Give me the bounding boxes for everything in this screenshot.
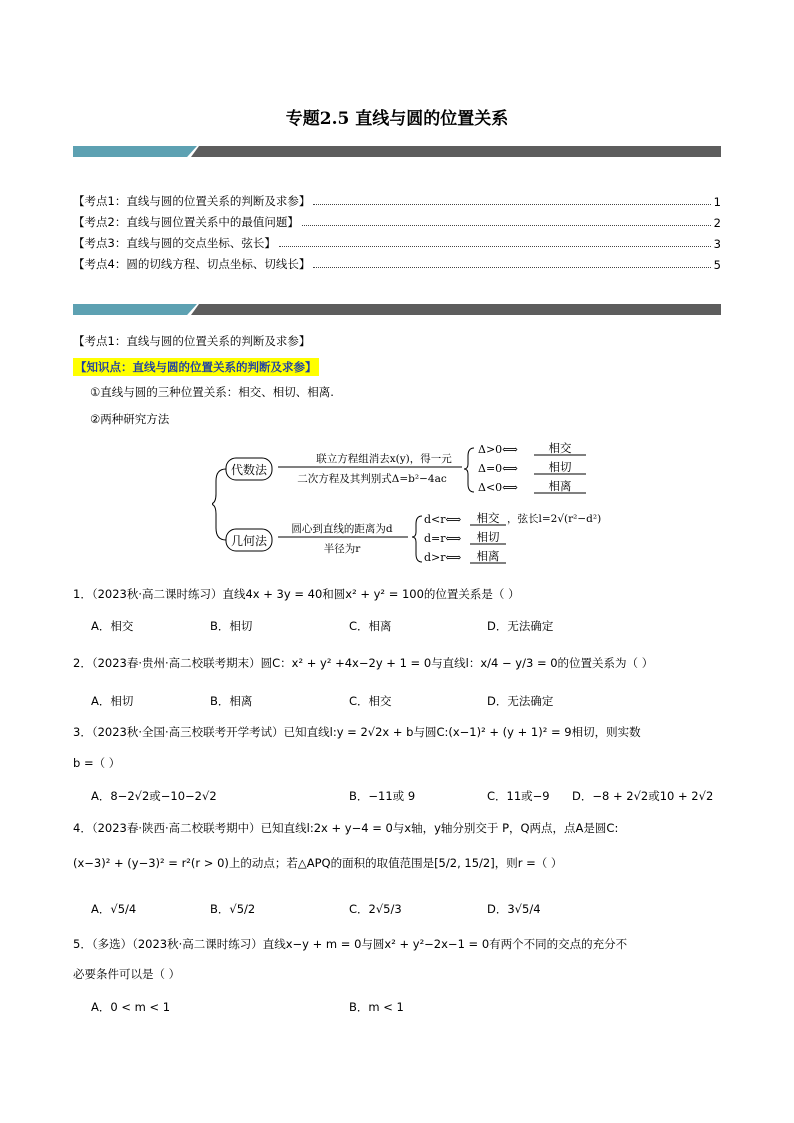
chord-length-formula: ，弦长l=2√(r²−d²): [507, 513, 602, 525]
question-1-stem: 1．（2023秋·高二课时练习）直线4x + 3y = 40和圆x² + y² = 100的位置关系是（ ）: [73, 587, 520, 601]
geometry-condition-2: d=r⟺: [424, 532, 462, 545]
geometry-condition-3: d>r⟺: [424, 551, 462, 564]
algebra-condition-3: Δ<0⟺: [478, 481, 518, 494]
question-5-option-b[interactable]: B．m < 1: [349, 1000, 404, 1014]
algebra-result-2: 相切: [548, 460, 572, 474]
question-2-option-a[interactable]: A．相切: [91, 694, 134, 708]
geometry-result-2: 相切: [476, 530, 500, 544]
toc-page-number: 2: [713, 216, 721, 230]
question-2-stem: 2．（2023春·贵州·高二校联考期末）圆C：x² + y² +4x−2y + 1 = 0与直线l：x/4 − y/3 = 0的位置关系为（ ）: [73, 656, 654, 670]
section-heading: 【考点1：直线与圆的位置关系的判断及求参】: [73, 334, 311, 348]
methods-diagram: [212, 436, 612, 572]
algebra-condition-2: Δ=0⟺: [478, 462, 518, 475]
toc-item-3[interactable]: [73, 235, 721, 251]
question-3-stem-line2: b =（ ）: [73, 756, 121, 770]
question-1-option-c[interactable]: C．相离: [349, 619, 392, 633]
toc-page-number: 3: [713, 237, 721, 251]
question-3-option-d[interactable]: D．−8 + 2√2或10 + 2√2: [572, 789, 714, 803]
page-title: 专题2.5 直线与圆的位置关系: [285, 109, 509, 129]
question-5-stem-line1: 5．（多选）（2023秋·高二课时练习）直线x−y + m = 0与圆x² + y²−2x−1 = 0有两个不同的交点的充分不: [73, 937, 628, 951]
question-4-option-b[interactable]: B．√5/2: [210, 902, 256, 916]
question-1-option-b[interactable]: B．相切: [210, 619, 253, 633]
algebra-brace: [464, 448, 474, 492]
geometry-method-label: 几何法: [230, 534, 268, 548]
question-4-option-c[interactable]: C．2√5/3: [349, 902, 402, 916]
toc-item-label: 【考点4：圆的切线方程、切点坐标、切线长】: [73, 257, 311, 271]
paragraph-positions: ①直线与圆的三种位置关系：相交、相切、相离.: [90, 385, 334, 399]
question-5-option-a[interactable]: A．0 < m < 1: [91, 1000, 171, 1014]
algebra-description-top: 联立方程组消去x(y)，得一元: [316, 453, 452, 465]
geometry-description-bottom: 半径为r: [323, 543, 361, 555]
knowledge-point-label: 【知识点：直线与圆的位置关系的判断及求参】: [75, 360, 317, 374]
question-3-option-c[interactable]: C．11或−9: [487, 789, 550, 803]
question-2-option-c[interactable]: C．相交: [349, 694, 392, 708]
algebra-result-3: 相离: [548, 479, 572, 493]
question-1-option-d[interactable]: D．无法确定: [487, 619, 554, 633]
question-2-option-d[interactable]: D．无法确定: [487, 694, 554, 708]
toc-item-label: 【考点1：直线与圆的位置关系的判断及求参】: [73, 194, 311, 208]
geometry-description-top: 圆心到直线的距离为d: [291, 523, 393, 535]
question-1-option-a[interactable]: A．相交: [91, 619, 134, 633]
question-4-option-d[interactable]: D．3√5/4: [487, 902, 541, 916]
toc-page-number: 5: [713, 258, 721, 272]
question-3-stem-line1: 3．（2023秋·全国·高三校联考开学考试）已知直线l:y = 2√2x + b与圆C:(x−1)² + (y + 1)² = 9相切，则实数: [73, 725, 641, 739]
toc-leader: [313, 267, 710, 268]
algebra-method-label: 代数法: [230, 463, 268, 477]
algebra-description-bottom: 二次方程及其判别式Δ=b²−4ac: [297, 473, 447, 485]
question-4-stem-line2: (x−3)² + (y−3)² = r²(r > 0)上的动点；若△APQ的面积的取值范围是[5/2, 15/2]，则r =（ ）: [73, 856, 563, 870]
algebra-result-1: 相交: [548, 441, 572, 455]
question-4-option-a[interactable]: A．√5/4: [91, 902, 137, 916]
toc-item-label: 【考点2：直线与圆位置关系中的最值问题】: [73, 215, 299, 229]
section-divider-bar: [73, 304, 721, 315]
question-2-option-b[interactable]: B．相离: [210, 694, 253, 708]
toc-leader: [313, 204, 710, 205]
toc-page-number: 1: [713, 195, 721, 209]
toc-leader: [279, 246, 711, 247]
toc-item-2[interactable]: [73, 214, 721, 230]
toc-item-1[interactable]: [73, 193, 721, 209]
geometry-condition-1: d<r⟺: [424, 513, 462, 526]
header-divider-bar: [73, 146, 721, 157]
left-brace: [212, 469, 226, 540]
paragraph-methods: ②两种研究方法: [90, 412, 170, 426]
geometry-brace: [412, 516, 422, 562]
algebra-condition-1: Δ>0⟺: [478, 443, 518, 456]
geometry-result-1: 相交: [476, 511, 500, 525]
geometry-result-3: 相离: [476, 549, 500, 563]
toc-leader: [302, 225, 711, 226]
question-4-stem-line1: 4．（2023春·陕西·高二校联考期中）已知直线l:2x + y−4 = 0与x轴，y轴分别交于 P，Q两点，点A是圆C:: [73, 821, 619, 835]
toc-item-label: 【考点3：直线与圆的交点坐标、弦长】: [73, 236, 276, 250]
question-3-option-a[interactable]: A．8−2√2或−10−2√2: [91, 789, 217, 803]
toc-item-4[interactable]: [73, 256, 721, 272]
question-5-stem-line2: 必要条件可以是（ ）: [73, 967, 181, 981]
question-3-option-b[interactable]: B．−11或 9: [349, 789, 416, 803]
